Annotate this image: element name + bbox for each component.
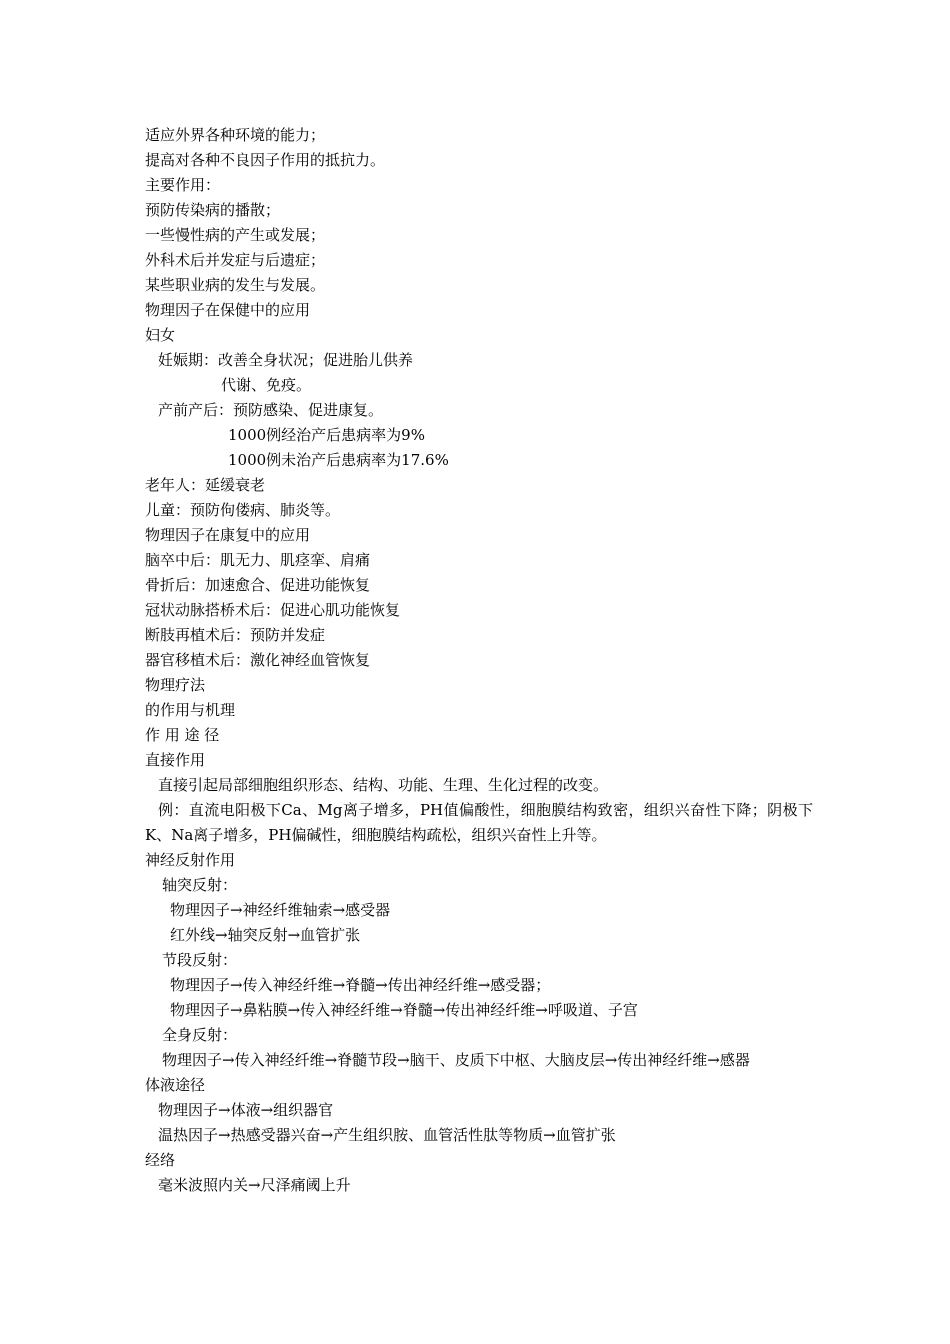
paragraph xyxy=(145,1048,813,1073)
text-line: 适应外界各种环境的能力； xyxy=(145,126,326,144)
text-line: 产前产后：预防感染、促进康复。 xyxy=(158,401,384,419)
text-line: 神经反射作用 xyxy=(145,851,236,869)
text-line: 骨折后：加速愈合、促进功能恢复 xyxy=(145,576,371,594)
text-line: 1000例未治产后患病率为17.6% xyxy=(228,451,449,469)
text-line: 红外线→轴突反射→血管扩张 xyxy=(170,926,361,944)
paragraph-text: 例：直流电阳极下Ca、Mg离子增多，PH值偏酸性，细胞膜结构致密，组织兴奋性下降；阴极下K、Na离子增多，PH偏碱性，细胞膜结构疏松，组织兴奋性上升等。 xyxy=(145,801,813,844)
document-body xyxy=(145,123,813,1198)
text-line: 1000例经治产后患病率为9% xyxy=(228,426,425,444)
text-line: 轴突反射： xyxy=(162,876,238,894)
text-line: 某些职业病的发生与发展。 xyxy=(145,276,326,294)
text-line: 全身反射： xyxy=(162,1026,238,1044)
text-line: 一些慢性病的产生或发展； xyxy=(145,226,326,244)
text-line: 老年人：延缓衰老 xyxy=(145,476,266,494)
text-line: 的作用与机理 xyxy=(145,701,236,719)
text-line: 节段反射： xyxy=(162,951,238,969)
paragraph-text: 物理因子→传入神经纤维→脊髓节段→脑干、皮质下中枢、大脑皮层→传出神经纤维→感器 xyxy=(162,1051,750,1069)
text-line: 预防传染病的播散； xyxy=(145,201,281,219)
section-heading: 物理疗法 xyxy=(145,676,206,694)
text-line: 妇女 xyxy=(145,326,176,344)
text-line: 外科术后并发症与后遗症； xyxy=(145,251,326,269)
text-line: 温热因子→热感受器兴奋→产生组织胺、血管活性肽等物质→血管扩张 xyxy=(158,1126,616,1144)
section-heading: 物理因子在康复中的应用 xyxy=(145,526,311,544)
paragraph xyxy=(145,798,813,848)
text-line: 作 用 途 径 xyxy=(145,726,220,744)
text-line: 经络 xyxy=(145,1151,176,1169)
text-line: 断肢再植术后：预防并发症 xyxy=(145,626,326,644)
text-line: 物理因子→传入神经纤维→脊髓→传出神经纤维→感受器； xyxy=(170,976,551,994)
text-line: 器官移植术后：激化神经血管恢复 xyxy=(145,651,371,669)
text-line: 儿童：预防佝偻病、肺炎等。 xyxy=(145,501,341,519)
text-line: 冠状动脉搭桥术后：促进心肌功能恢复 xyxy=(145,601,401,619)
text-line: 体液途径 xyxy=(145,1076,206,1094)
text-line: 物理因子→鼻粘膜→传入神经纤维→脊髓→传出神经纤维→呼吸道、子宫 xyxy=(170,1001,638,1019)
text-line: 物理因子→体液→组织器官 xyxy=(158,1101,334,1119)
text-line: 妊娠期：改善全身状况；促进胎儿供养 xyxy=(158,351,414,369)
text-line: 毫米波照内关→尺泽痛阈上升 xyxy=(158,1176,351,1194)
text-line: 提高对各种不良因子作用的抵抗力。 xyxy=(145,151,386,169)
text-line: 直接作用 xyxy=(145,751,206,769)
text-line: 代谢、免疫。 xyxy=(221,376,312,394)
text-line: 脑卒中后：肌无力、肌痉挛、肩痛 xyxy=(145,551,371,569)
text-line: 主要作用： xyxy=(145,176,221,194)
text-line: 物理因子→神经纤维轴索→感受器 xyxy=(170,901,391,919)
section-heading: 物理因子在保健中的应用 xyxy=(145,301,311,319)
text-line: 直接引起局部细胞组织形态、结构、功能、生理、生化过程的改变。 xyxy=(158,776,609,794)
